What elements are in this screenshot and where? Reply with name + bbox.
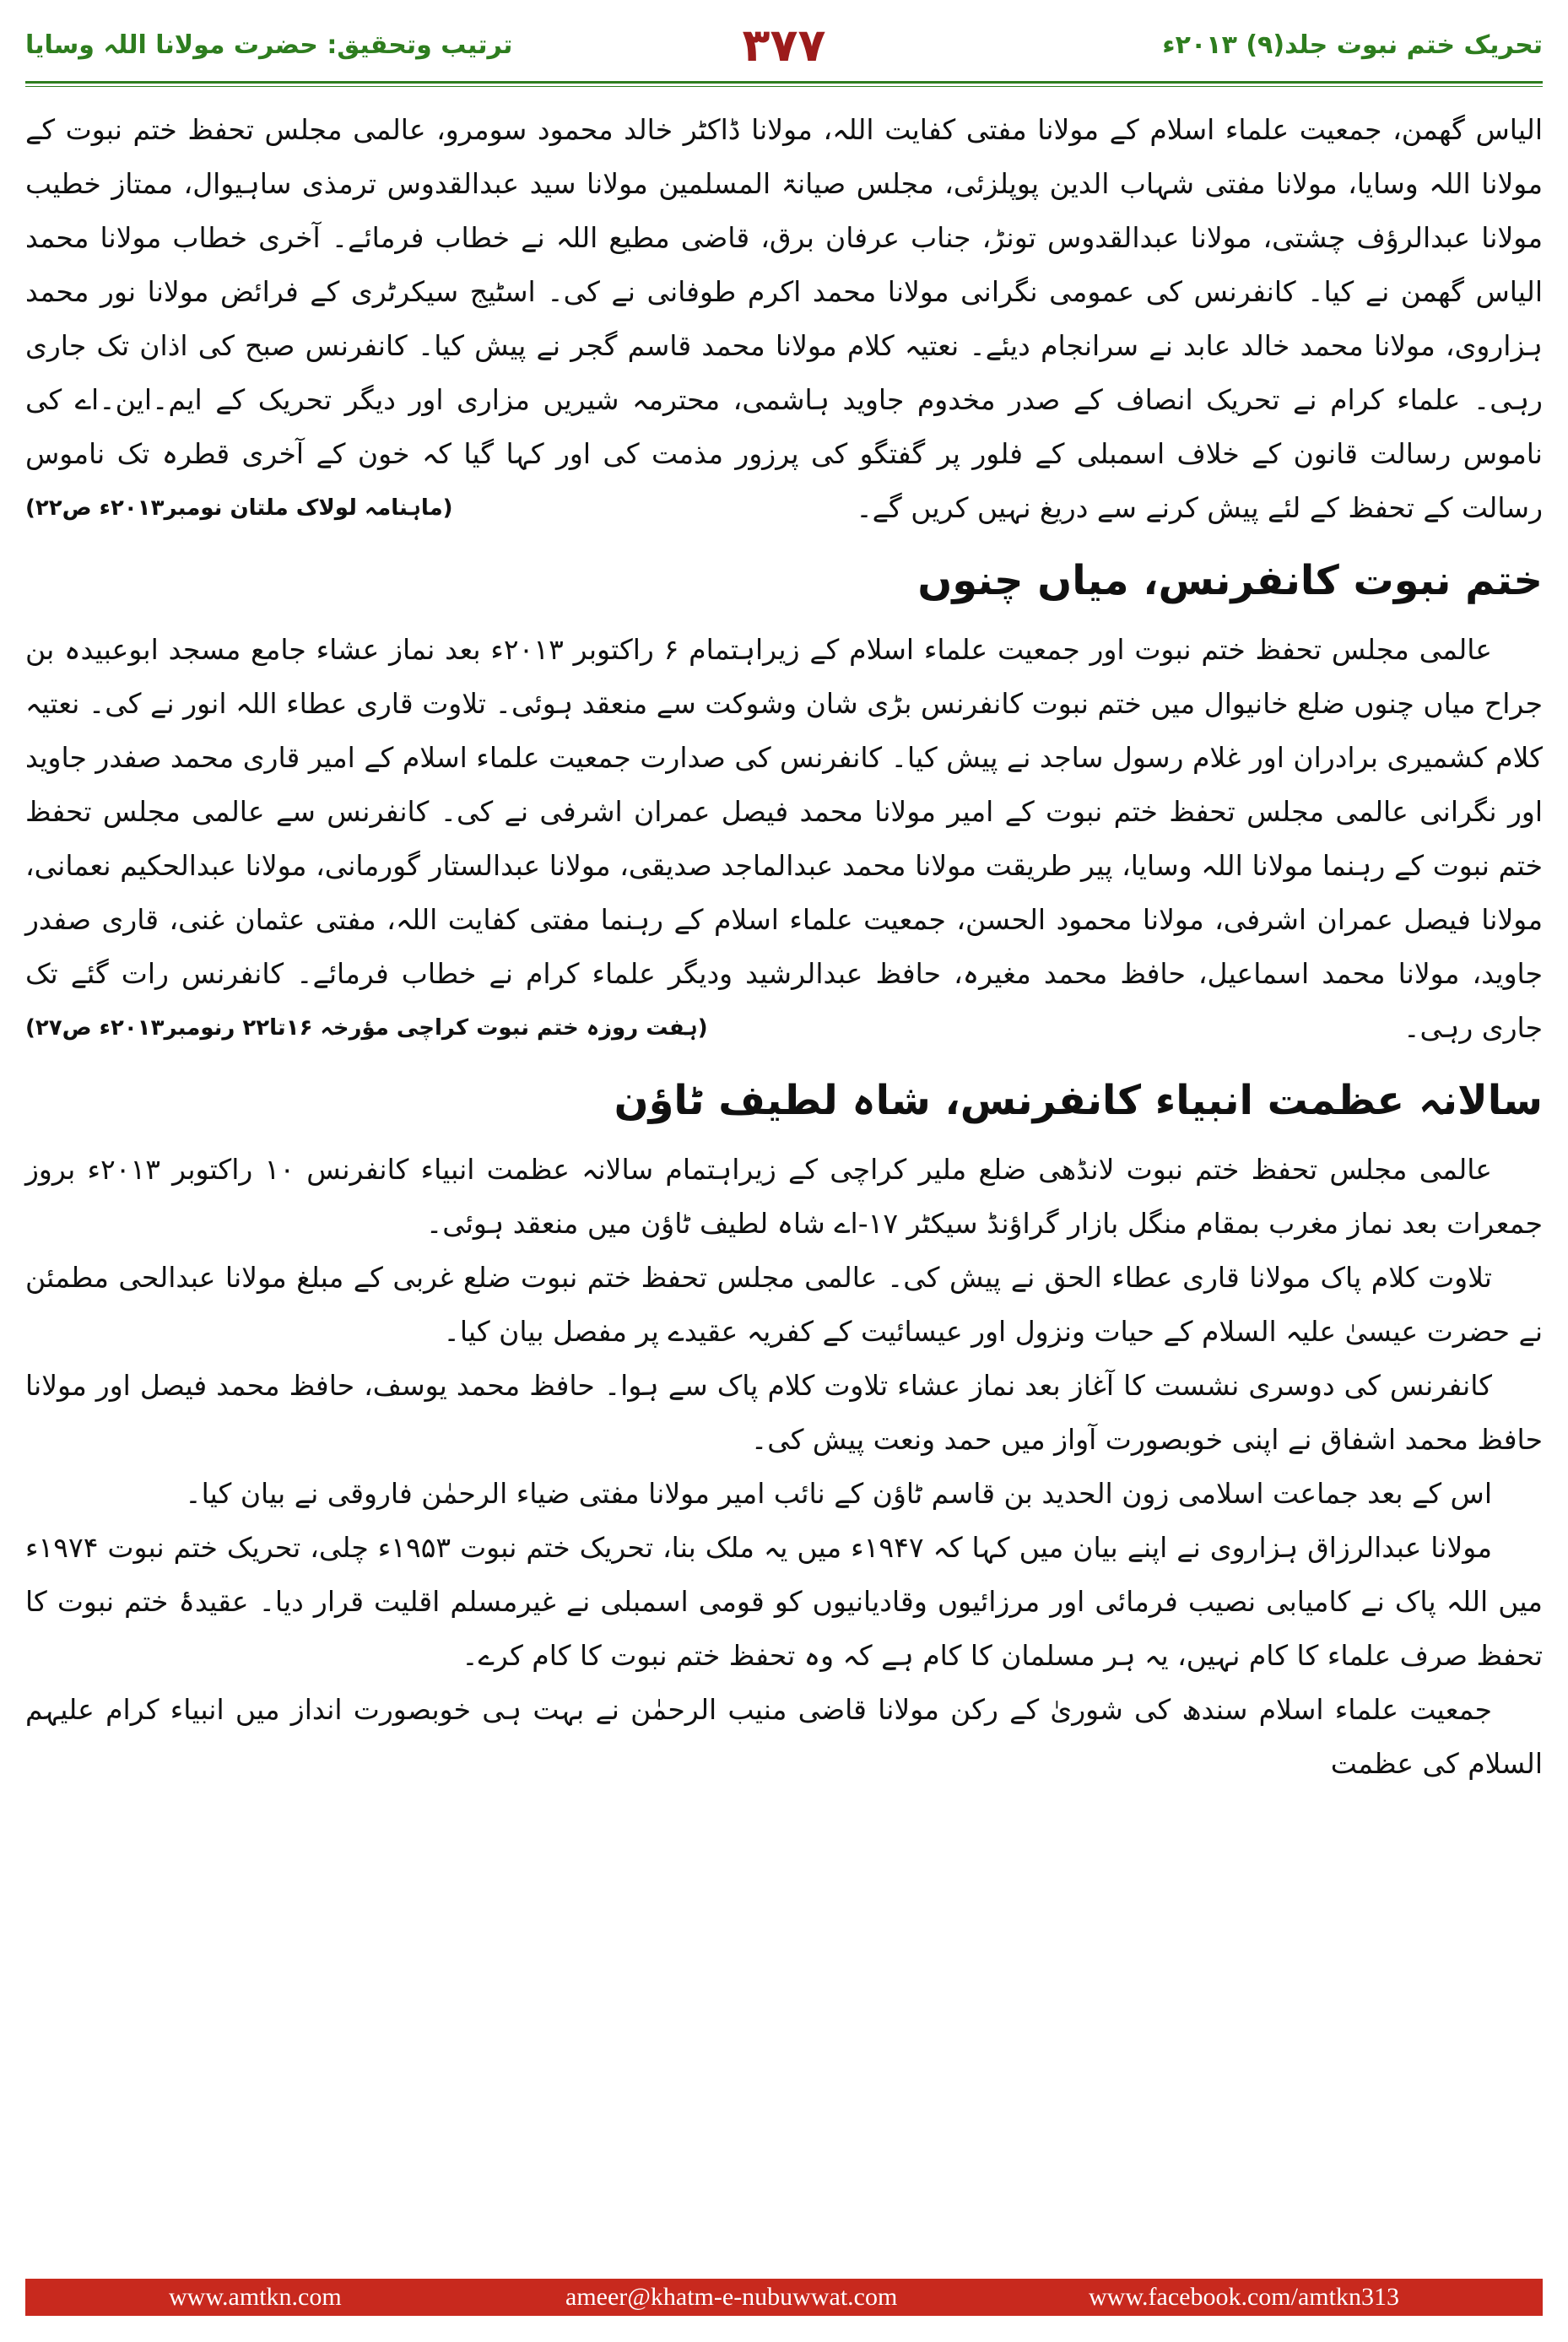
page-number: ۳۷۷ [742,19,826,72]
section-heading-mian-channu: ختم نبوت کانفرنس، میاں چنوں [917,557,1543,604]
intro-citation: (ماہنامہ لولاک ملتان نومبر۲۰۱۳ء ص۲۲) [25,495,453,521]
header-rule [25,81,1543,84]
page-body [25,103,1543,1791]
footer-website-link[interactable]: www.amtkn.com [169,2283,342,2311]
page-header [25,19,1543,78]
footer-email-link[interactable]: ameer@khatm-e-nubuwwat.com [565,2283,898,2311]
section2-paragraph: مولانا عبدالرزاق ہزاروی نے اپنے بیان میں کہا کہ ۱۹۴۷ء میں یہ ملک بنا، تحریک ختم نبوت ۱۹۵۳ء چلی، تحریک ختم نبوت ۱۹۷۴ء میں اللہ پاک نے کامیابی نصیب فرمائی اور مرزائیوں وقادیانیوں کو قومی اسمبلی نے غیرمسلم اقلیت قرار دیا۔ عقیدۂ ختم نبوت کا تحفظ صرف علماء کا کام نہیں، یہ ہر مسلمان کا کام ہے کہ وہ تحفظ ختم نبوت کا کام کرے۔ [25,1531,1543,1672]
section2-paragraph: اس کے بعد جماعت اسلامی زون الحدید بن قاسم ٹاؤن کے نائب امیر مولانا مفتی ضیاء الرحمٰن فاروقی نے بیان کیا۔ [185,1477,1492,1510]
page-footer [25,2279,1543,2316]
section2-paragraph: عالمی مجلس تحفظ ختم نبوت لانڈھی ضلع ملیر کراچی کے زیراہتمام سالانہ عظمت انبیاء کانفرنس ۱۰ راکتوبر ۲۰۱۳ء بروز جمعرات بعد نماز مغرب بمقام منگل بازار گراؤنڈ سیکٹر ۱۷-اے شاہ لطیف ٹاؤن میں منعقد ہوئی۔ [25,1153,1543,1240]
section1-paragraph [25,623,1543,1055]
intro-text: الیاس گھمن، جمعیت علماء اسلام کے مولانا مفتی کفایت اللہ، مولانا ڈاکٹر خالد محمود سومرو، عالمی مجلس تحفظ ختم نبوت کے مولانا اللہ وسایا، مولانا مفتی شہاب الدین پوپلزئی، مجلس صیانۃ المسلمین مولانا سید عبدالقدوس ترمذی ساہیوال، ممتاز خطیب مولانا عبدالرؤف چشتی، مولانا عبدالقدوس تونڑ، جناب عرفان برق، قاضی مطیع اللہ نے خطاب فرمائے۔ آخری خطاب مولانا محمد الیاس گھمن نے کیا۔ کانفرنس کی عمومی نگرانی مولانا محمد اکرم طوفانی نے کی۔ اسٹیج سیکرٹری کے فرائض مولانا نور محمد ہزاروی، مولانا محمد خالد عابد نے سرانجام دیئے۔ نعتیہ کلام مولانا محمد قاسم گجر نے پیش کیا۔ کانفرنس صبح کی اذان تک جاری رہی۔ علماء کرام نے تحریک انصاف کے صدر مخدوم جاوید ہاشمی، محترمہ شیریں مزاری اور دیگر تحریک کے ایم۔این۔اے کی ناموس رسالت قانون کے خلاف اسمبلی کے فلور پر گفتگو کی پرزور مذمت کی اور کہا گیا کہ خون کے آخری قطرہ تک ناموس رسالت کے تحفظ کے لئے پیش کرنے سے دریغ نہیں کریں گے۔ [25,113,1543,524]
section2-paragraph: تلاوت کلام پاک مولانا قاری عطاء الحق نے پیش کی۔ عالمی مجلس تحفظ ختم نبوت ضلع غربی کے مبلغ مولانا عبدالحی مطمئن نے حضرت عیسیٰ علیہ السلام کے حیات ونزول اور عیسائیت کے کفریہ عقیدے پر مفصل بیان کیا۔ [25,1261,1543,1348]
intro-paragraph [25,103,1543,535]
footer-facebook-link[interactable]: www.facebook.com/amtkn313 [1089,2283,1399,2311]
section1-text: عالمی مجلس تحفظ ختم نبوت اور جمعیت علماء اسلام کے زیراہتمام ۶ راکتوبر ۲۰۱۳ء بعد نماز عشاء جامع مسجد ابوعبیدہ بن جراح میاں چنوں ضلع خانیوال میں ختم نبوت کانفرنس بڑی شان وشوکت سے منعقد ہوئی۔ تلاوت قاری عطاء اللہ انور نے کی۔ نعتیہ کلام کشمیری برادران اور غلام رسول ساجد نے پیش کیا۔ کانفرنس کی صدارت جمعیت علماء اسلام کے امیر قاری محمد صفدر جاوید اور نگرانی عالمی مجلس تحفظ ختم نبوت کے امیر مولانا محمد فیصل عمران اشرفی نے کی۔ کانفرنس سے عالمی مجلس تحفظ ختم نبوت کے رہنما مولانا اللہ وسایا، پیر طریقت مولانا محمد عبدالماجد صدیقی، مولانا عبدالستار گورمانی، مولانا عبدالحکیم نعمانی، مولانا فیصل عمران اشرفی، مولانا محمود الحسن، جمعیت علماء اسلام کے رہنما مفتی کفایت اللہ، مفتی عثمان غنی، قاری صفدر جاوید، مولانا محمد اسماعیل، حافظ محمد مغیرہ، حافظ عبدالرشید ودیگر علماء کرام نے خطاب فرمائے۔ کانفرنس رات گئے تک جاری رہی۔ [25,633,1543,1044]
compiler-credit: ترتیب وتحقیق: حضرت مولانا اللہ وسایا [25,30,513,60]
section2-paragraph: جمعیت علماء اسلام سندھ کی شوریٰ کے رکن مولانا قاضی منیب الرحمٰن نے بہت ہی خوبصورت انداز میں انبیاء کرام علیہم السلام کی عظمت [25,1693,1543,1780]
section1-citation: (ہفت روزہ ختم نبوت کراچی مؤرخہ ۱۶تا۲۲ رنومبر۲۰۱۳ء ص۲۷) [25,1015,708,1041]
header-rule-thin [25,86,1543,87]
book-title: تحریک ختم نبوت جلد(۹) ۲۰۱۳ء [1162,30,1543,60]
section2-paragraph: کانفرنس کی دوسری نشست کا آغاز بعد نماز عشاء تلاوت کلام پاک سے ہوا۔ حافظ محمد یوسف، حافظ محمد فیصل اور مولانا حافظ محمد اشفاق نے اپنی خوبصورت آواز میں حمد ونعت پیش کی۔ [25,1369,1543,1456]
section-heading-azmat-anbiya: سالانہ عظمت انبیاء کانفرنس، شاہ لطیف ٹاؤن [614,1077,1543,1124]
